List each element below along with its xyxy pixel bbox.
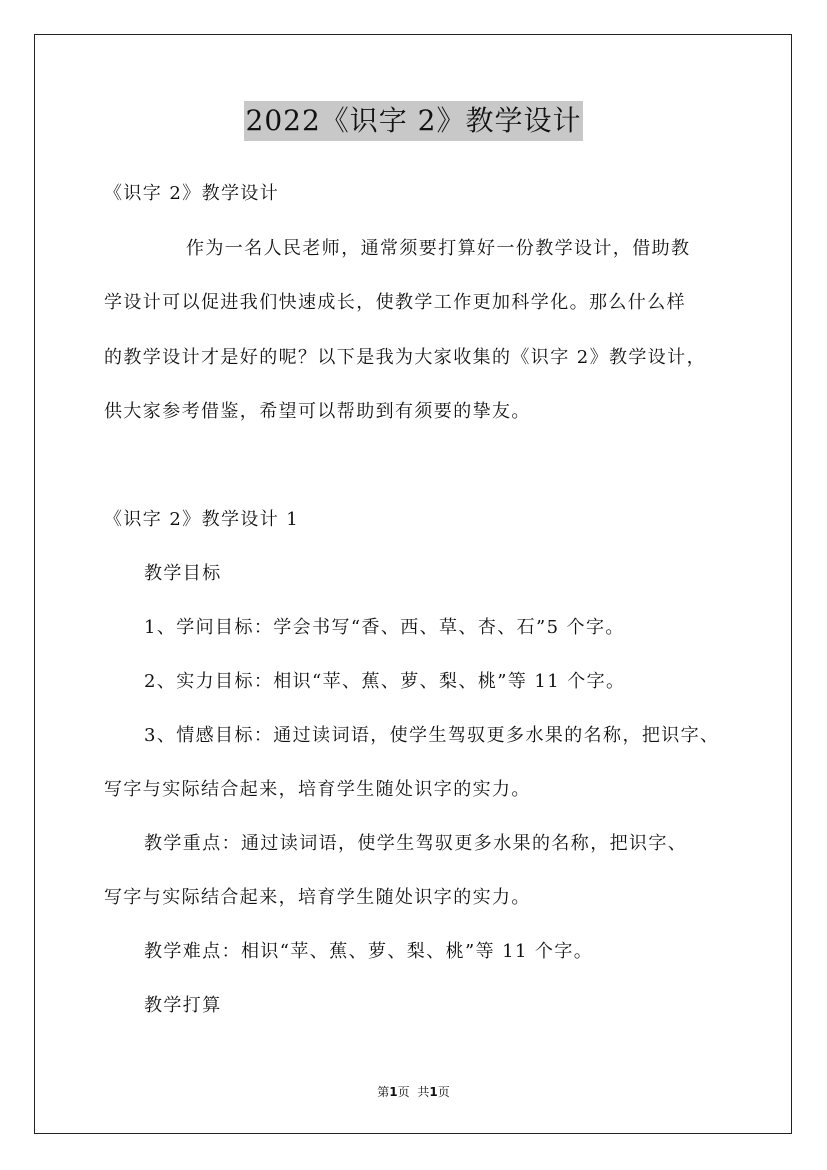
footer-page-prefix: 第	[377, 1085, 390, 1099]
footer-page-suffix: 页	[397, 1085, 410, 1099]
body-line-3: 2、实力目标：相识“苹、蕉、萝、梨、桃”等 11 个字。	[144, 671, 626, 692]
intro-line-1: 作为一名人民老师，通常须要打算好一份教学设计，借助教	[186, 238, 691, 259]
document-title: 2022《识字 2》教学设计	[244, 101, 584, 141]
intro-line-4: 供大家参考借鉴，希望可以帮助到有须要的挚友。	[104, 401, 531, 422]
body-line-1: 教学目标	[144, 563, 222, 584]
body-line-9: 教学打算	[144, 995, 222, 1016]
section-heading: 《识字 2》教学设计 1	[104, 509, 300, 530]
footer-total-pages: 1	[429, 1085, 438, 1099]
footer-page-number: 1	[389, 1085, 398, 1099]
footer-total-suffix: 页	[437, 1085, 450, 1099]
title-container	[0, 101, 827, 141]
intro-line-2: 学设计可以促进我们快速成长，使教学工作更加科学化。那么什么样	[104, 292, 686, 313]
body-line-2: 1、学问目标：学会书写“香、西、草、杏、石”5 个字。	[144, 617, 625, 638]
document-subtitle: 《识字 2》教学设计	[104, 183, 280, 204]
body-line-5: 写字与实际结合起来，培育学生随处识字的实力。	[104, 779, 531, 800]
intro-line-3: 的教学设计才是好的呢？以下是我为大家收集的《识字 2》教学设计，	[104, 347, 706, 368]
body-line-8: 教学难点：相识“苹、蕉、萝、梨、桃”等 11 个字。	[144, 941, 594, 962]
body-line-6: 教学重点：通过读词语，使学生驾驭更多水果的名称，把识字、	[144, 833, 688, 854]
page-footer	[0, 1084, 827, 1100]
body-line-4: 3、情感目标：通过读词语，使学生驾驭更多水果的名称，把识字、	[144, 725, 720, 746]
body-line-7: 写字与实际结合起来，培育学生随处识字的实力。	[104, 887, 531, 908]
footer-total-prefix: 共	[417, 1085, 430, 1099]
